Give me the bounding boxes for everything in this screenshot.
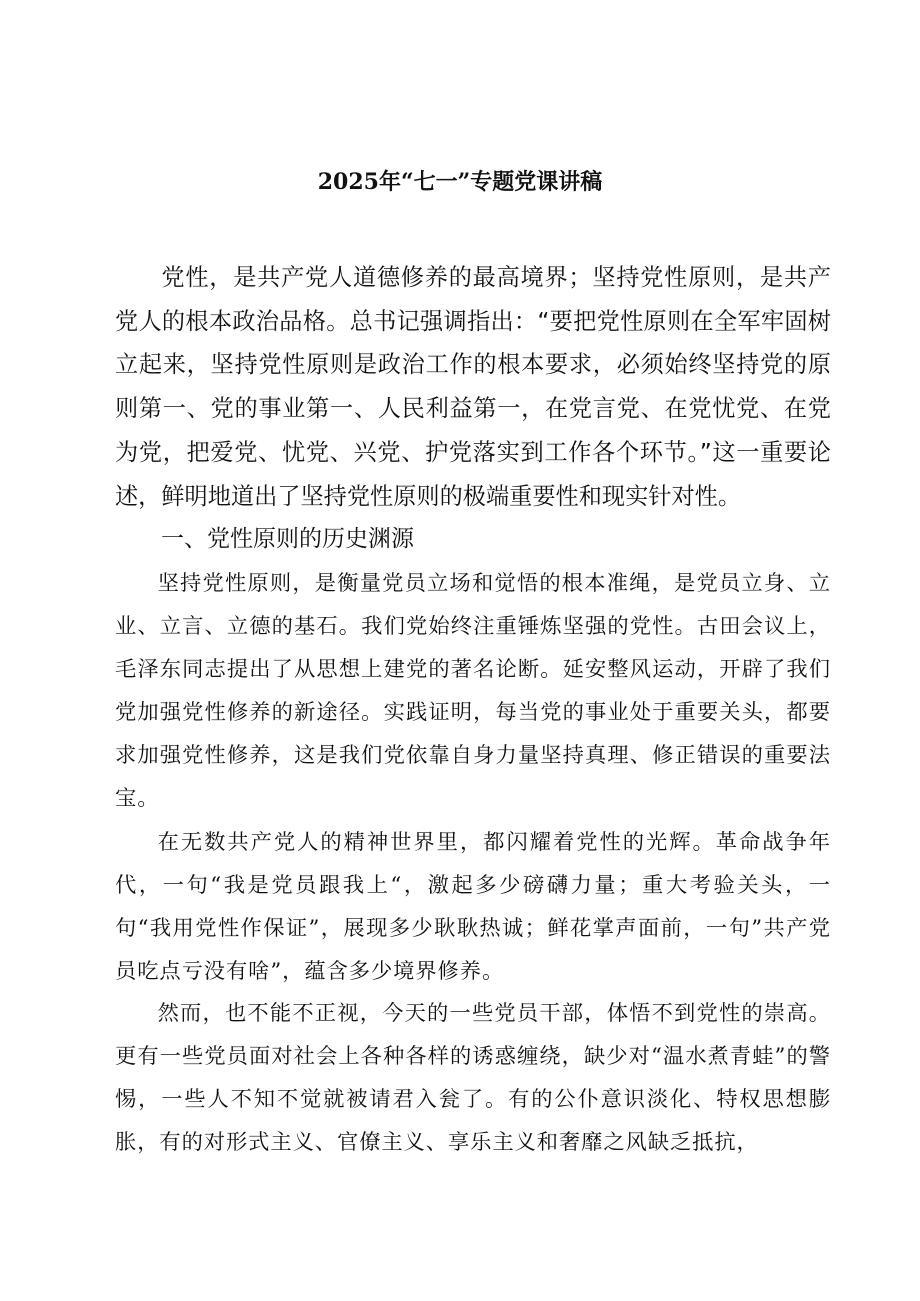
body-paragraph-3-block	[115, 992, 831, 1164]
body-paragraph-1-block	[115, 562, 831, 820]
intro-paragraph: 党性，是共产党人道德修养的最高境界；坚持党性原则，是共产党人的根本政治品格。总书记强调指出：“要把党性原则在全军牢固树立起来，坚持党性原则是政治工作的根本要求，必须始终坚持党的原则第一、党的事业第一、人民利益第一，在党言党、在党忧党、在党为党，把爱党、忧党、兴党、护党落实到工作各个环节。”这一重要论述，鲜明地道出了坚持党性原则的极端重要性和现实针对性。	[115, 264, 831, 510]
body-paragraph: 在无数共产党人的精神世界里，都闪耀着党性的光辉。革命战争年代，一句“我是党员跟我上“，激起多少磅礴力量；重大考验关头，一句“我用党性作保证”，展现多少耿耿热诚；鲜花掌声面前，一句”共产党员吃点亏没有啥”，蕴含多少境界修养。	[115, 830, 831, 984]
body-paragraph: 坚持党性原则，是衡量党员立场和觉悟的根本准绳，是党员立身、立业、立言、立德的基石。我们党始终注重锤炼坚强的党性。古田会议上，毛泽东同志提出了从思想上建党的著名论断。延安整风运动，开辟了我们党加强党性修养的新途径。实践证明，每当党的事业处于重要关头，都要求加强党性修养，这是我们党依靠自身力量坚持真理、修正错误的重要法宝。	[115, 571, 831, 811]
section-1-heading-block	[115, 518, 831, 561]
intro-block	[115, 256, 831, 518]
body-paragraph: 然而，也不能不正视，今天的一些党员干部，体悟不到党性的崇高。更有一些党员面对社会上各种各样的诱惑缠绕，缺少对“温水煮青蛙”的警惕，一些人不知不觉就被请君入瓮了。有的公仆意识淡化、特权思想膨胀，有的对形式主义、官僚主义、享乐主义和奢靡之风缺乏抵抗，	[115, 1001, 831, 1155]
section-heading: 一、党性原则的历史渊源	[161, 526, 414, 552]
document-title: 2025年“七一”专题党课讲稿	[317, 169, 603, 195]
body-paragraph-2-block	[115, 821, 831, 993]
